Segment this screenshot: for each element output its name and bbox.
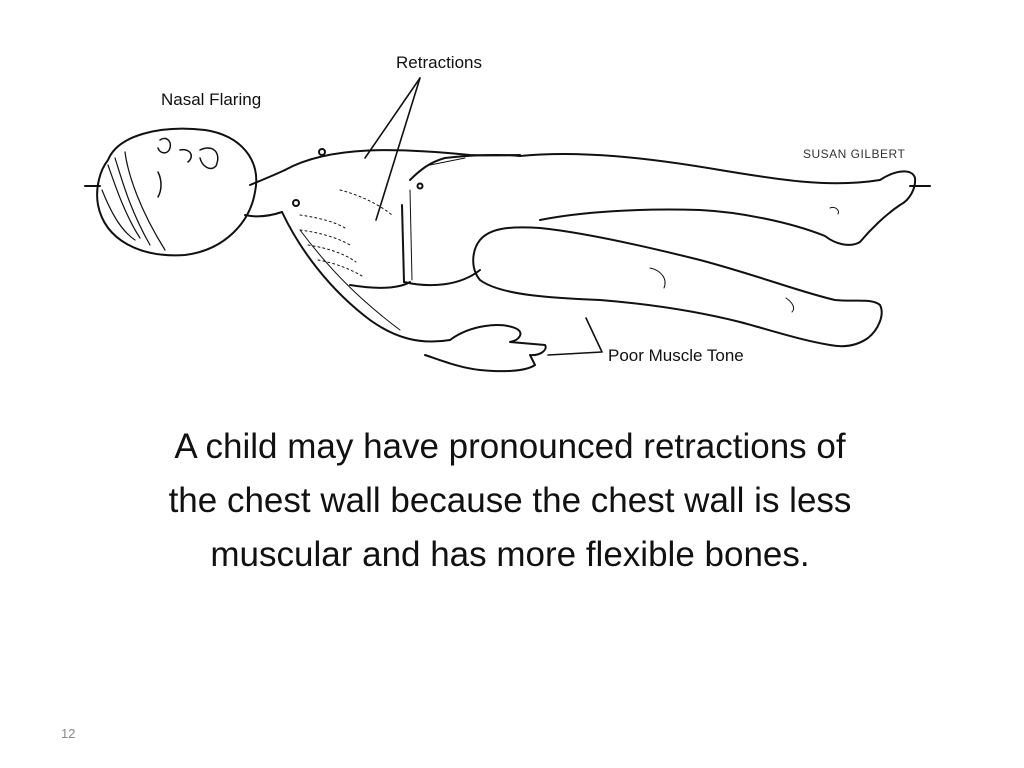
poor-muscle-tone-label: Poor Muscle Tone	[608, 346, 744, 365]
caption-line-1: A child may have pronounced retractions of	[174, 427, 846, 466]
artist-credit: SUSAN GILBERT	[803, 147, 906, 161]
slide-caption	[80, 420, 940, 582]
page-number: 12	[61, 726, 76, 741]
retractions-label: Retractions	[396, 53, 482, 72]
caption-line-2: the chest wall because the chest wall is less	[168, 481, 852, 520]
nasal-flaring-label: Nasal Flaring	[161, 90, 262, 109]
caption-line-3: muscular and has more flexible bones.	[210, 535, 810, 574]
